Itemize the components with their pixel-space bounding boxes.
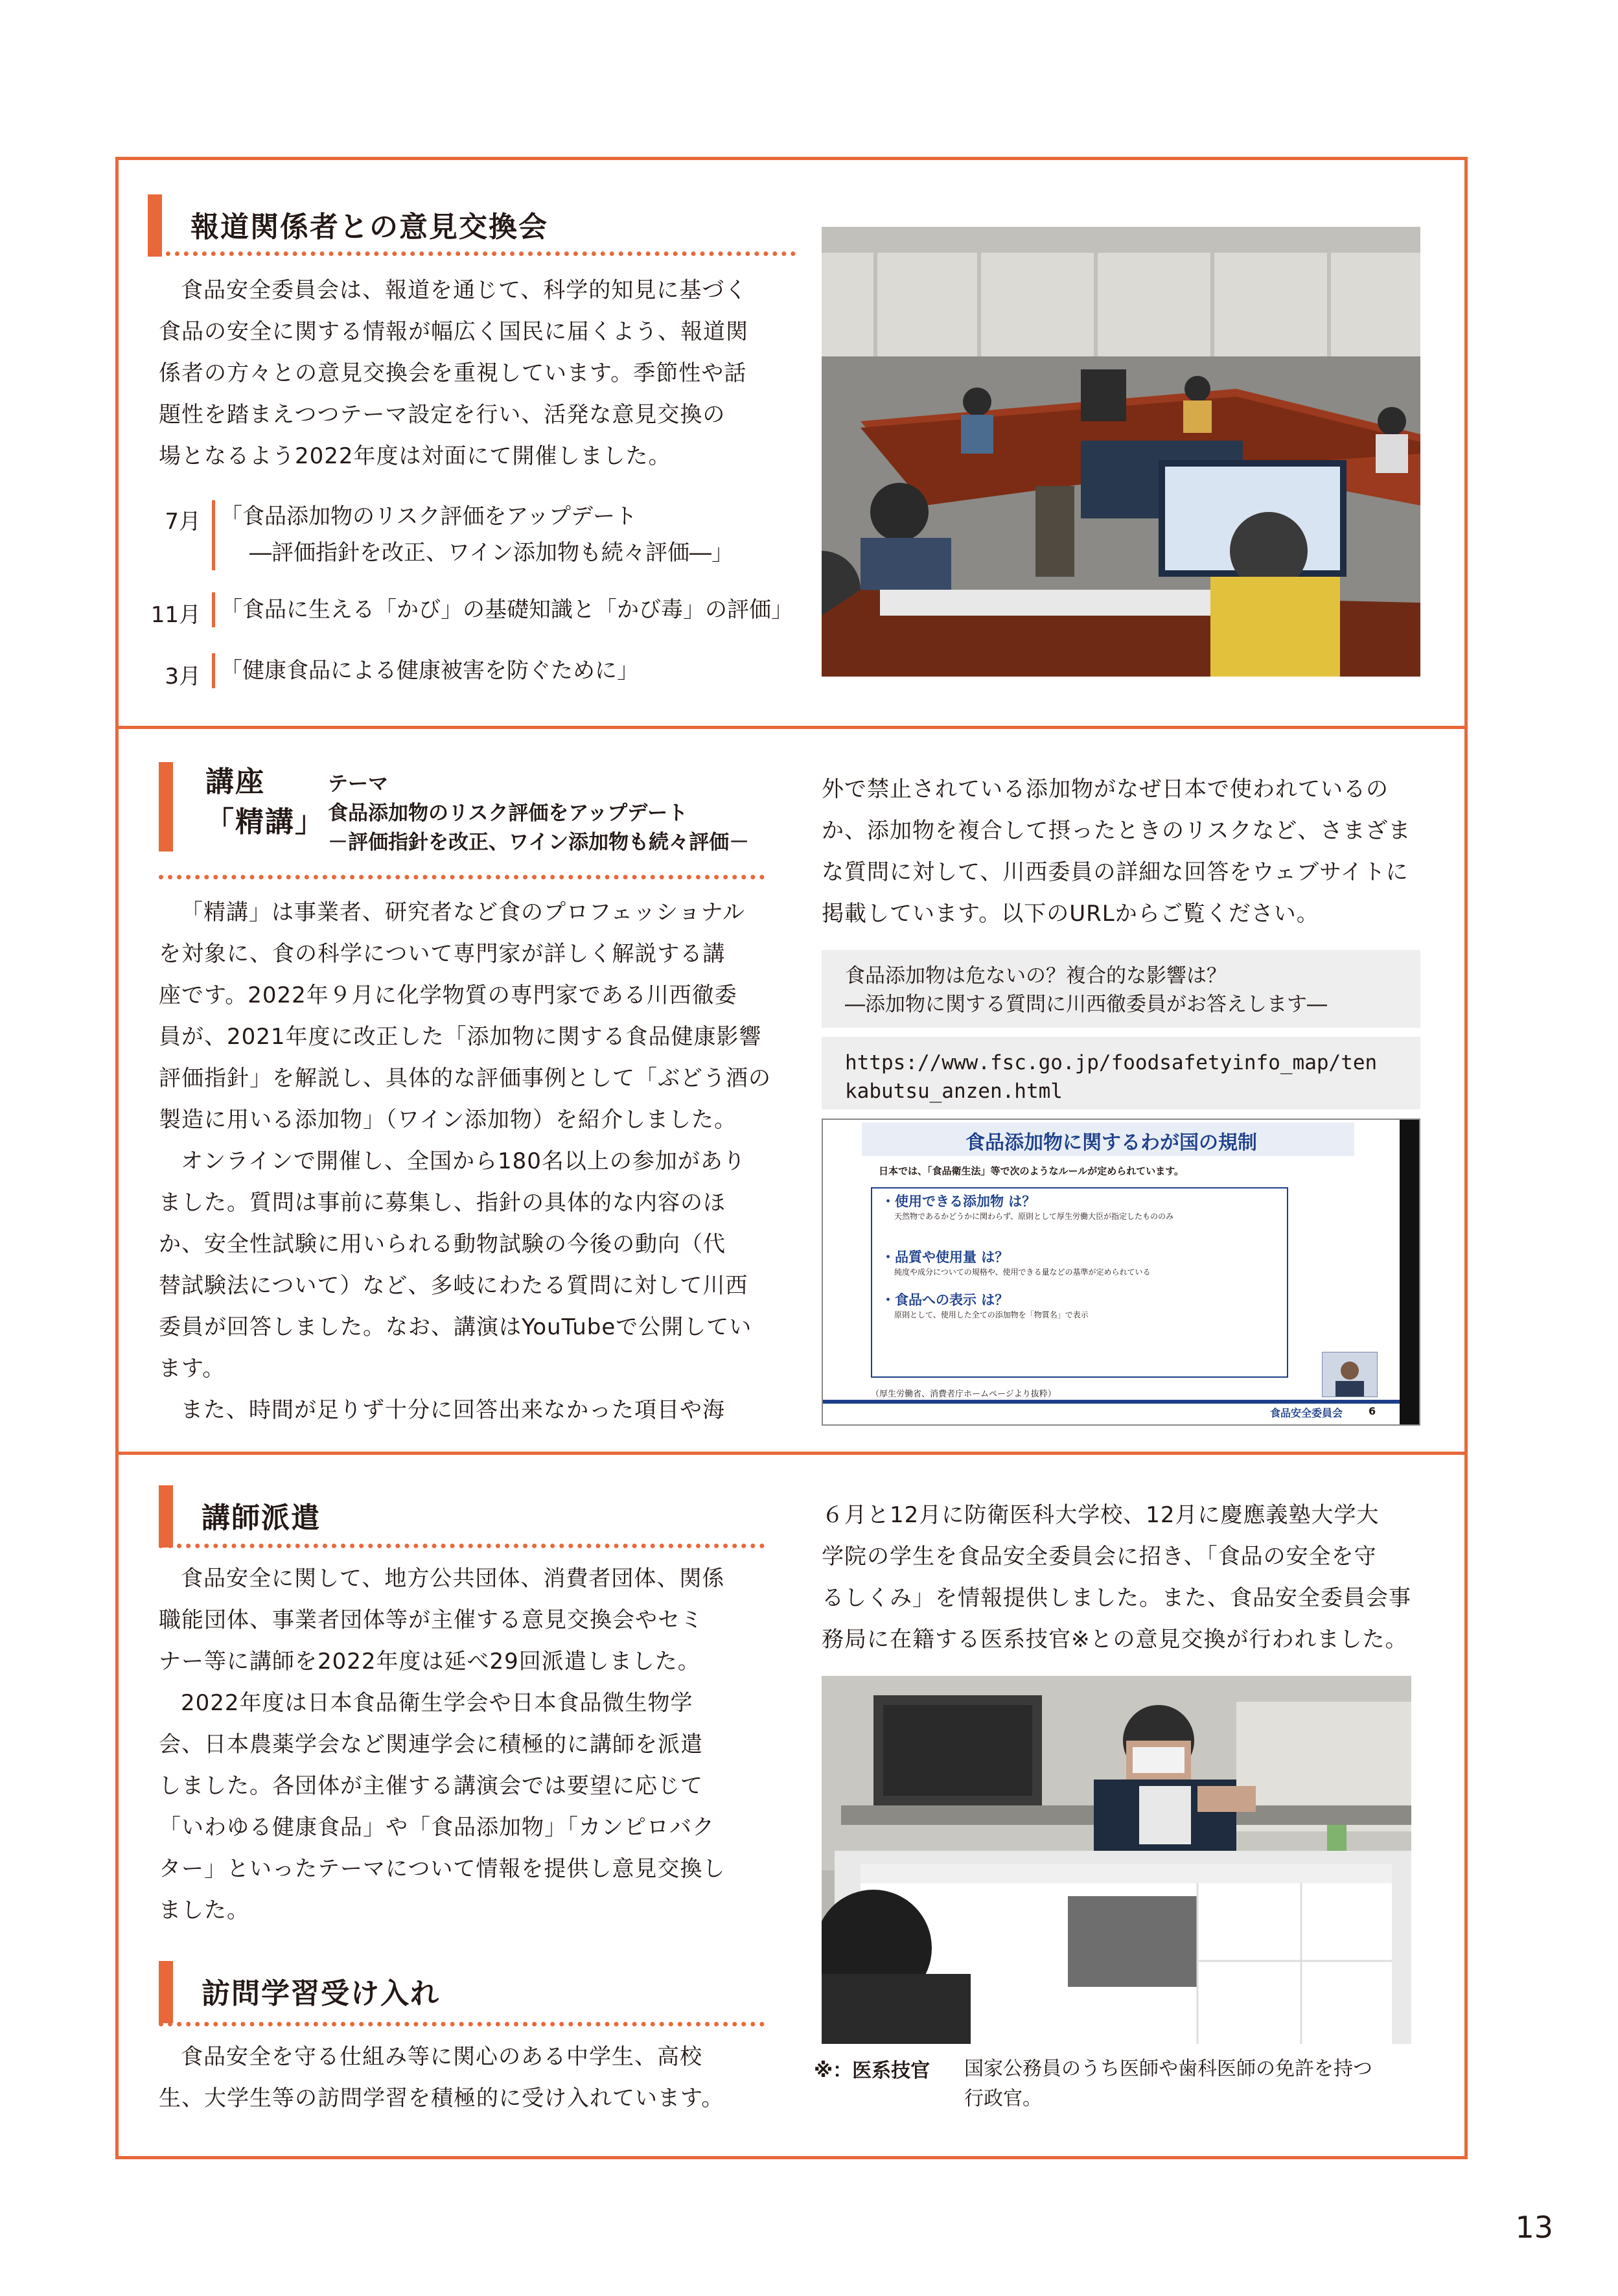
event-title: 「食品添加物のリスク評価をアップデート [220, 504, 637, 529]
visit-body-right [822, 1494, 1457, 1660]
accent-bar [159, 762, 173, 852]
lecture-body-right [822, 769, 1444, 934]
text-line: 替試験法について）など、多岐にわたる質問に対して川西 [159, 1273, 748, 1299]
text-line: 務局に在籍する医系技官※との意見交換が行われました。 [822, 1627, 1408, 1652]
event-title: 「食品に生える「かび」の基礎知識と「かび毒」の評価」 [220, 597, 793, 623]
text-line: 題性を踏まえつつテーマ設定を行い、活発な意見交換の [159, 402, 726, 428]
lecture-title-line: 講座 [205, 765, 265, 798]
text-line: 食品の安全に関する情報が幅広く国民に届くよう、報道関 [159, 319, 748, 345]
text-line: 委員が回答しました。なお、講演はYouTubeで公開してい [159, 1314, 752, 1340]
text-line: 2022年度は日本食品衛生学会や日本食品微生物学 [181, 1690, 693, 1716]
dispatch-paragraph [159, 1682, 807, 1724]
text-line: 掲載しています。以下のURLからご覧ください。 [822, 901, 1319, 927]
lecture-paragraph [159, 1389, 807, 1431]
accent-bar [159, 1961, 173, 2023]
page-number: 13 [1515, 2210, 1553, 2245]
event-bar [212, 500, 215, 570]
event-bar [212, 653, 215, 688]
visit-section-title: 訪問学習受け入れ [202, 1977, 440, 2010]
slide-q2: ・品質や使用量 は？ [881, 1249, 1009, 1265]
slide-source: （厚生労働省、消費者庁ホームページより抜粋） [871, 1389, 1056, 1399]
speaker-video-thumbnail [1322, 1352, 1378, 1397]
article-title: 食品添加物は危ないの？複合的な影響は？ [845, 964, 1227, 988]
press-paragraph [159, 270, 807, 311]
section-divider [115, 1452, 1468, 1455]
slide-q1: ・使用できる添加物 は？ [881, 1194, 1036, 1209]
note-text [964, 2054, 1372, 2114]
theme-line: 食品添加物のリスク評価をアップデート [328, 802, 688, 825]
theme-line: －評価指針を改正、ワイン添加物も続々評価－ [328, 831, 750, 854]
text-line: ました。質問は事前に募集し、指針の具体的な内容のほ [159, 1190, 726, 1216]
text-line: か、安全性試験に用いられる動物試験の今後の動向（代 [159, 1231, 726, 1257]
lecture-paragraph-cont [159, 1182, 807, 1389]
note-text-line: 行政官。 [964, 2087, 1042, 2110]
slide-content [823, 1120, 1400, 1424]
text-line: 係者の方々との意見交換会を重視しています。季節性や話 [159, 360, 747, 386]
text-line: 評価指針」を解説し、具体的な評価事例として「ぶどう酒の [159, 1065, 771, 1091]
slide-intro: 日本では、「食品衛生法」等で次のようなルールが定められています。 [879, 1165, 1185, 1177]
lecture-slide-image [822, 1119, 1420, 1426]
text-line: 生、大学生等の訪問学習を積極的に受け入れています。 [159, 2085, 724, 2111]
press-section-title: 報道関係者との意見交換会 [191, 211, 548, 244]
text-line: ます。 [159, 1356, 225, 1382]
text-line: な質問に対して、川西委員の詳細な回答をウェブサイトに [822, 859, 1409, 885]
article-title-box [822, 950, 1420, 1028]
text-line: 職能団体、事業者団体等が主催する意見交換会やセミ [159, 1607, 703, 1633]
note-label: ※：医系技官 [814, 2059, 930, 2082]
lecture-title-line: 「精講」 [205, 806, 325, 839]
text-line: るしくみ」を情報提供しました。また、食品安全委員会事 [822, 1585, 1411, 1611]
text-line: 「いわゆる健康食品」や「食品添加物」「カンピロバク [159, 1815, 715, 1840]
event-title: 「健康食品による健康被害を防ぐために」 [220, 658, 639, 684]
visit-photo [822, 1676, 1411, 2044]
dispatch-section-title: 講師派遣 [202, 1502, 321, 1535]
article-subtitle: ―添加物に関する質問に川西徹委員がお答えします― [845, 993, 1327, 1016]
url-box[interactable] [822, 1037, 1420, 1109]
slide-q2-text: 純度や成分についての規格や、使用できる量などの基準が定められている [894, 1268, 1151, 1277]
dispatch-body [159, 1558, 807, 1931]
lecture-theme [328, 770, 749, 857]
section-divider [115, 726, 1468, 729]
url-link[interactable]: kabutsu_anzen.html [845, 1080, 1063, 1103]
event-month: 7月 [165, 509, 201, 535]
meeting-photo-illustration [822, 227, 1420, 677]
text-line: また、時間が足りず十分に回答出来なかった項目や海 [181, 1397, 725, 1423]
text-line: 員が、2021年度に改正した「添加物に関する食品健康影響 [159, 1024, 762, 1050]
note-text-line: 国家公務員のうち医師や歯科医師の免許を持つ [964, 2058, 1372, 2080]
text-line: オンラインで開催し、全国から180名以上の参加があり [181, 1148, 746, 1174]
text-line: ました。 [159, 1897, 249, 1923]
dispatch-paragraph [159, 1558, 807, 1599]
press-body [159, 270, 807, 477]
slide-q3-text: 原則として、使用した全ての添加物を「物質名」で表示 [894, 1310, 1089, 1319]
text-line: ナー等に講師を2022年度は延べ29回派遣しました。 [159, 1649, 700, 1675]
text-line: か、添加物を複合して摂ったときのリスクなど、さまざま [822, 818, 1411, 844]
lecture-paragraph [159, 892, 807, 933]
dotted-rule [159, 2022, 765, 2026]
dispatch-paragraph-cont [159, 1724, 807, 1931]
visit-paragraph [159, 2036, 807, 2078]
accent-bar [159, 1485, 173, 1548]
visit-paragraph-right [822, 1494, 1457, 1660]
lecture-body-left [159, 892, 807, 1431]
lecture-section-title [205, 762, 325, 842]
slide-side-bar [1400, 1120, 1420, 1424]
visit-paragraph-cont [159, 2078, 807, 2119]
lecture-paragraph-cont [159, 933, 807, 1141]
text-line: を対象に、食の科学について専門家が詳しく解説する講 [159, 941, 726, 967]
text-line: 外で禁止されている添加物がなぜ日本で使われているの [822, 776, 1389, 802]
slide-footer-rule [823, 1400, 1400, 1404]
text-line: 食品安全を守る仕組み等に関心のある中学生、高校 [181, 2044, 702, 2070]
dotted-rule [148, 251, 796, 256]
visit-body [159, 2036, 807, 2119]
event-month: 3月 [165, 664, 201, 690]
url-link[interactable]: https://www.fsc.go.jp/foodsafetyinfo_map/ten [845, 1051, 1378, 1074]
text-line: 座です。2022年９月に化学物質の専門家である川西徹委 [159, 982, 737, 1008]
event-subtitle: ―評価指針を改正、ワイン添加物も続々評価―」 [249, 540, 734, 566]
slide-q1-text: 天然物であるかどうかに関わらず、原則として厚生労働大臣が指定したもののみ [894, 1212, 1174, 1221]
text-line: 食品安全委員会は、報道を通じて、科学的知見に基づく [181, 277, 748, 303]
accent-bar [148, 194, 162, 257]
visit-photo-illustration [822, 1676, 1411, 2044]
dotted-rule [159, 1544, 765, 1548]
lecture-paragraph [159, 1141, 807, 1182]
text-line: ６月と12月に防衛医科大学校、12月に慶應義塾大学大 [822, 1502, 1380, 1528]
text-line: 食品安全に関して、地方公共団体、消費者団体、関係 [181, 1566, 725, 1592]
text-line: 製造に用いる添加物」（ワイン添加物）を紹介しました。 [159, 1107, 737, 1133]
lecture-paragraph-cont [822, 769, 1444, 934]
theme-label: テーマ [328, 772, 388, 796]
slide-title: 食品添加物に関するわが国の規制 [965, 1131, 1257, 1154]
text-line: 「精講」は事業者、研究者など食のプロフェッショナル [181, 899, 745, 925]
text-line: 場となるよう2022年度は対面にて開催しました。 [159, 443, 671, 469]
text-line: 学院の学生を食品安全委員会に招き、「食品の安全を守 [822, 1544, 1377, 1570]
speaker-avatar-icon [1323, 1352, 1377, 1397]
event-month: 11月 [150, 602, 201, 628]
meeting-photo [822, 227, 1420, 677]
slide-q3: ・食品への表示 は？ [881, 1292, 1009, 1308]
dispatch-paragraph-cont [159, 1599, 807, 1682]
slide-page-number: 6 [1369, 1405, 1376, 1417]
event-bar [212, 592, 215, 627]
text-line: ター」といったテーマについて情報を提供し意見交換し [159, 1856, 726, 1882]
dotted-rule [159, 875, 765, 879]
text-line: 会、日本農薬学会など関連学会に積極的に講師を派遣 [159, 1732, 703, 1757]
text-line: しました。各団体が主催する講演会では要望に応じて [159, 1773, 703, 1799]
slide-footer: 食品安全委員会 [1270, 1407, 1343, 1419]
press-paragraph-cont [159, 311, 807, 477]
